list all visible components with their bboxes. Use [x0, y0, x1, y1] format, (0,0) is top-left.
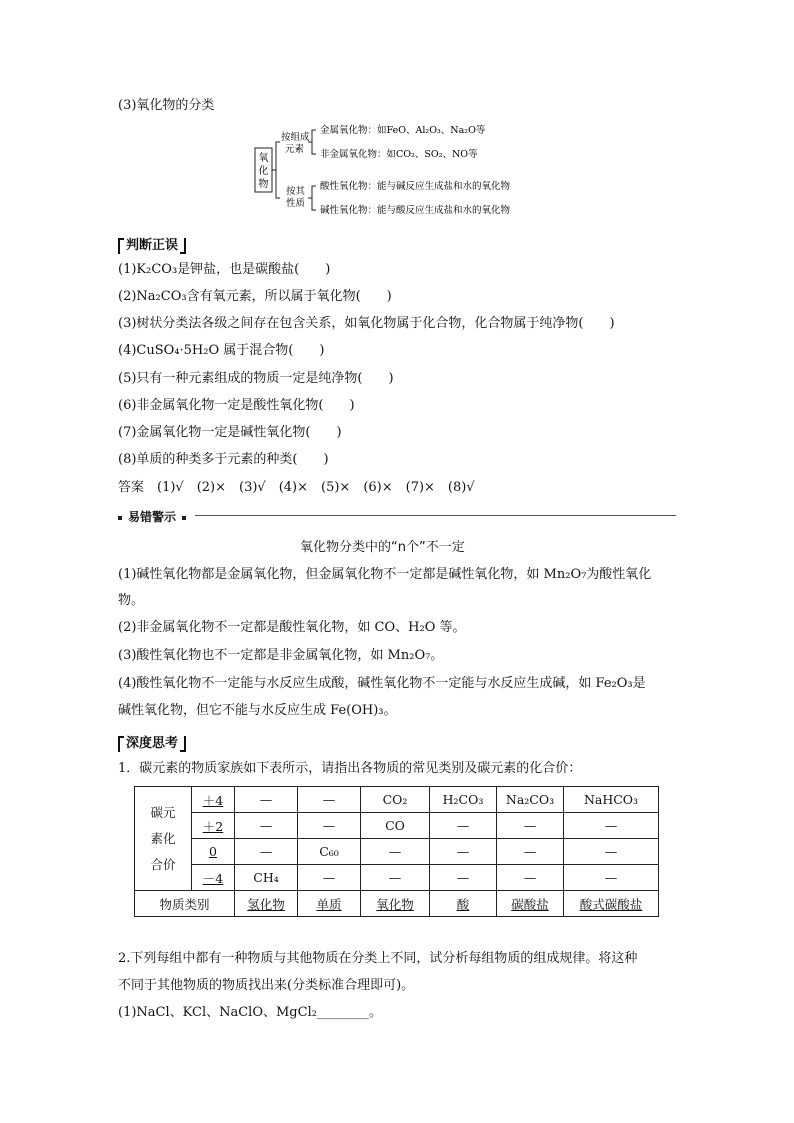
- table-row: [135, 813, 659, 839]
- judge-item-7: (7)金属氧化物一定是碱性氧化物( ): [118, 425, 342, 440]
- branch1-label-2: 元素: [285, 144, 305, 155]
- tree-root-char-2: 化: [258, 166, 269, 177]
- category-cell: 酸: [430, 891, 497, 917]
- table-cell: CO: [361, 813, 430, 839]
- warning-square-icon-2: [182, 516, 186, 520]
- warning-p1-line2: 物。: [118, 593, 145, 608]
- valence-cell: ＋2: [192, 813, 235, 839]
- table-cell: —: [497, 839, 564, 865]
- tree-root-brace: [272, 142, 280, 198]
- answer-line: 答案 (1)√ (2)× (3)√ (4)× (5)× (6)× (7)× (8)√: [118, 480, 475, 495]
- judge-item-8: (8)单质的种类多于元素的种类( ): [118, 452, 329, 467]
- table-cell: CH₄: [235, 865, 298, 891]
- branch1-leaf-2: 非金属氧化物：如CO₂、SO₂、NO等: [320, 149, 478, 160]
- category-cell: 碳酸盐: [497, 891, 564, 917]
- category-cell: 单质: [298, 891, 361, 917]
- table-cell: —: [564, 813, 659, 839]
- judge-item-2: (2)Na₂CO₃含有氧元素，所以属于氧化物( ): [118, 289, 392, 304]
- oxide-classification-tree: [250, 118, 550, 222]
- question-2-line1: 2.下列每组中都有一种物质与其他物质在分类上不同，试分析每组物质的组成规律。将这种: [118, 951, 638, 966]
- table-cell: —: [430, 813, 497, 839]
- carbon-family-table: [134, 786, 659, 917]
- table-cell: —: [298, 813, 361, 839]
- warning-label: 易错警示: [128, 510, 177, 524]
- warning-subtitle: 氧化物分类中的“n个”不一定: [300, 540, 465, 555]
- judge-item-6: (6)非金属氧化物一定是酸性氧化物( ): [118, 398, 355, 413]
- table-row: [135, 865, 659, 891]
- deep-heading: 深度思考: [118, 732, 186, 752]
- question-2-line2: 不同于其他物质的物质找出来(分类标准合理即可)。: [118, 978, 415, 993]
- table-cell: —: [430, 865, 497, 891]
- category-cell: 氧化物: [361, 891, 430, 917]
- table-cell: CO₂: [361, 787, 430, 813]
- heading-bracket-right: [180, 238, 186, 254]
- table-cell: —: [298, 787, 361, 813]
- valence-cell: 0: [192, 839, 235, 865]
- branch2-label-2: 性质: [286, 198, 306, 209]
- valence-cell: ＋4: [192, 787, 235, 813]
- category-cell: 酸式碳酸盐: [564, 891, 659, 917]
- table-row: [135, 839, 659, 865]
- table-cell: NaHCO₃: [564, 787, 659, 813]
- row-header-line: 合价: [150, 856, 176, 872]
- warning-label-wrap: [118, 508, 186, 525]
- table-cell: Na₂CO₃: [497, 787, 564, 813]
- table-cell: —: [497, 813, 564, 839]
- table-cell: —: [235, 787, 298, 813]
- heading-bracket-left: [118, 736, 124, 752]
- branch2-leaf-1: 酸性氧化物：能与碱反应生成盐和水的氧化物: [320, 181, 511, 192]
- table-row: [135, 787, 659, 813]
- heading-bracket-right: [180, 736, 186, 752]
- branch1-label-1: 按组成: [281, 132, 310, 143]
- table-cell: —: [298, 865, 361, 891]
- tree-root-char-1: 氧: [258, 153, 269, 164]
- warning-p2: (2)非金属氧化物不一定都是酸性氧化物，如 CO、H₂O 等。: [118, 620, 466, 635]
- section-title: (3)氧化物的分类: [118, 98, 215, 113]
- question-2-item-1: (1)NaCl、KCl、NaClO、MgCl₂________。: [118, 1005, 382, 1020]
- judge-item-5: (5)只有一种元素组成的物质一定是纯净物( ): [118, 371, 394, 386]
- warning-divider: [195, 515, 676, 516]
- judge-item-3: (3)树状分类法各级之间存在包含关系，如氧化物属于化合物，化合物属于纯净物( ): [118, 316, 615, 331]
- table-cell: —: [361, 865, 430, 891]
- table-cell: —: [235, 813, 298, 839]
- branch2-leaf-2: 碱性氧化物：能与酸反应生成盐和水的氧化物: [320, 205, 511, 216]
- table-cell: C₆₀: [298, 839, 361, 865]
- category-cell: 氢化物: [235, 891, 298, 917]
- heading-bracket-left: [118, 238, 124, 254]
- table-cell: —: [564, 839, 659, 865]
- tree-root-char-3: 物: [258, 179, 269, 190]
- warning-p3: (3)酸性氧化物也不一定都是非金属氧化物，如 Mn₂O₇。: [118, 648, 444, 663]
- warning-p4-line1: (4)酸性氧化物不一定能与水反应生成酸，碱性氧化物不一定能与水反应生成碱，如 Fe₂O₃是: [118, 676, 646, 691]
- table-cell: —: [497, 865, 564, 891]
- judge-heading: 判断正误: [118, 234, 186, 254]
- row-header-line: 碳元: [150, 804, 176, 820]
- question-1: 1．碳元素的物质家族如下表所示，请指出各物质的常见类别及碳元素的化合价：: [118, 761, 582, 776]
- row-header-cell: [135, 787, 192, 891]
- judge-item-4: (4)CuSO₄·5H₂O 属于混合物( ): [118, 343, 325, 358]
- branch2-label-1: 按其: [286, 186, 306, 197]
- branch2-brace: [308, 186, 316, 210]
- table-cell: —: [564, 865, 659, 891]
- table-cell: —: [430, 839, 497, 865]
- table-cell: H₂CO₃: [430, 787, 497, 813]
- branch1-leaf-1: 金属氧化物：如FeO、Al₂O₃、Na₂O等: [320, 125, 486, 136]
- valence-cell: －4: [192, 865, 235, 891]
- warning-p4-line2: 碱性氧化物，但它不能与水反应生成 Fe(OH)₃。: [118, 703, 397, 718]
- warning-square-icon: [118, 516, 122, 520]
- table-row: [135, 891, 659, 917]
- category-label-cell: 物质类别: [135, 891, 235, 917]
- warning-p1-line1: (1)碱性氧化物都是金属氧化物，但金属氧化物不一定都是碱性氧化物，如 Mn₂O₇为酸性氧化: [118, 567, 652, 582]
- judge-item-1: (1)K₂CO₃是钾盐，也是碳酸盐( ): [118, 262, 331, 277]
- table-cell: —: [361, 839, 430, 865]
- row-header-line: 素化: [150, 830, 176, 846]
- table-cell: —: [235, 839, 298, 865]
